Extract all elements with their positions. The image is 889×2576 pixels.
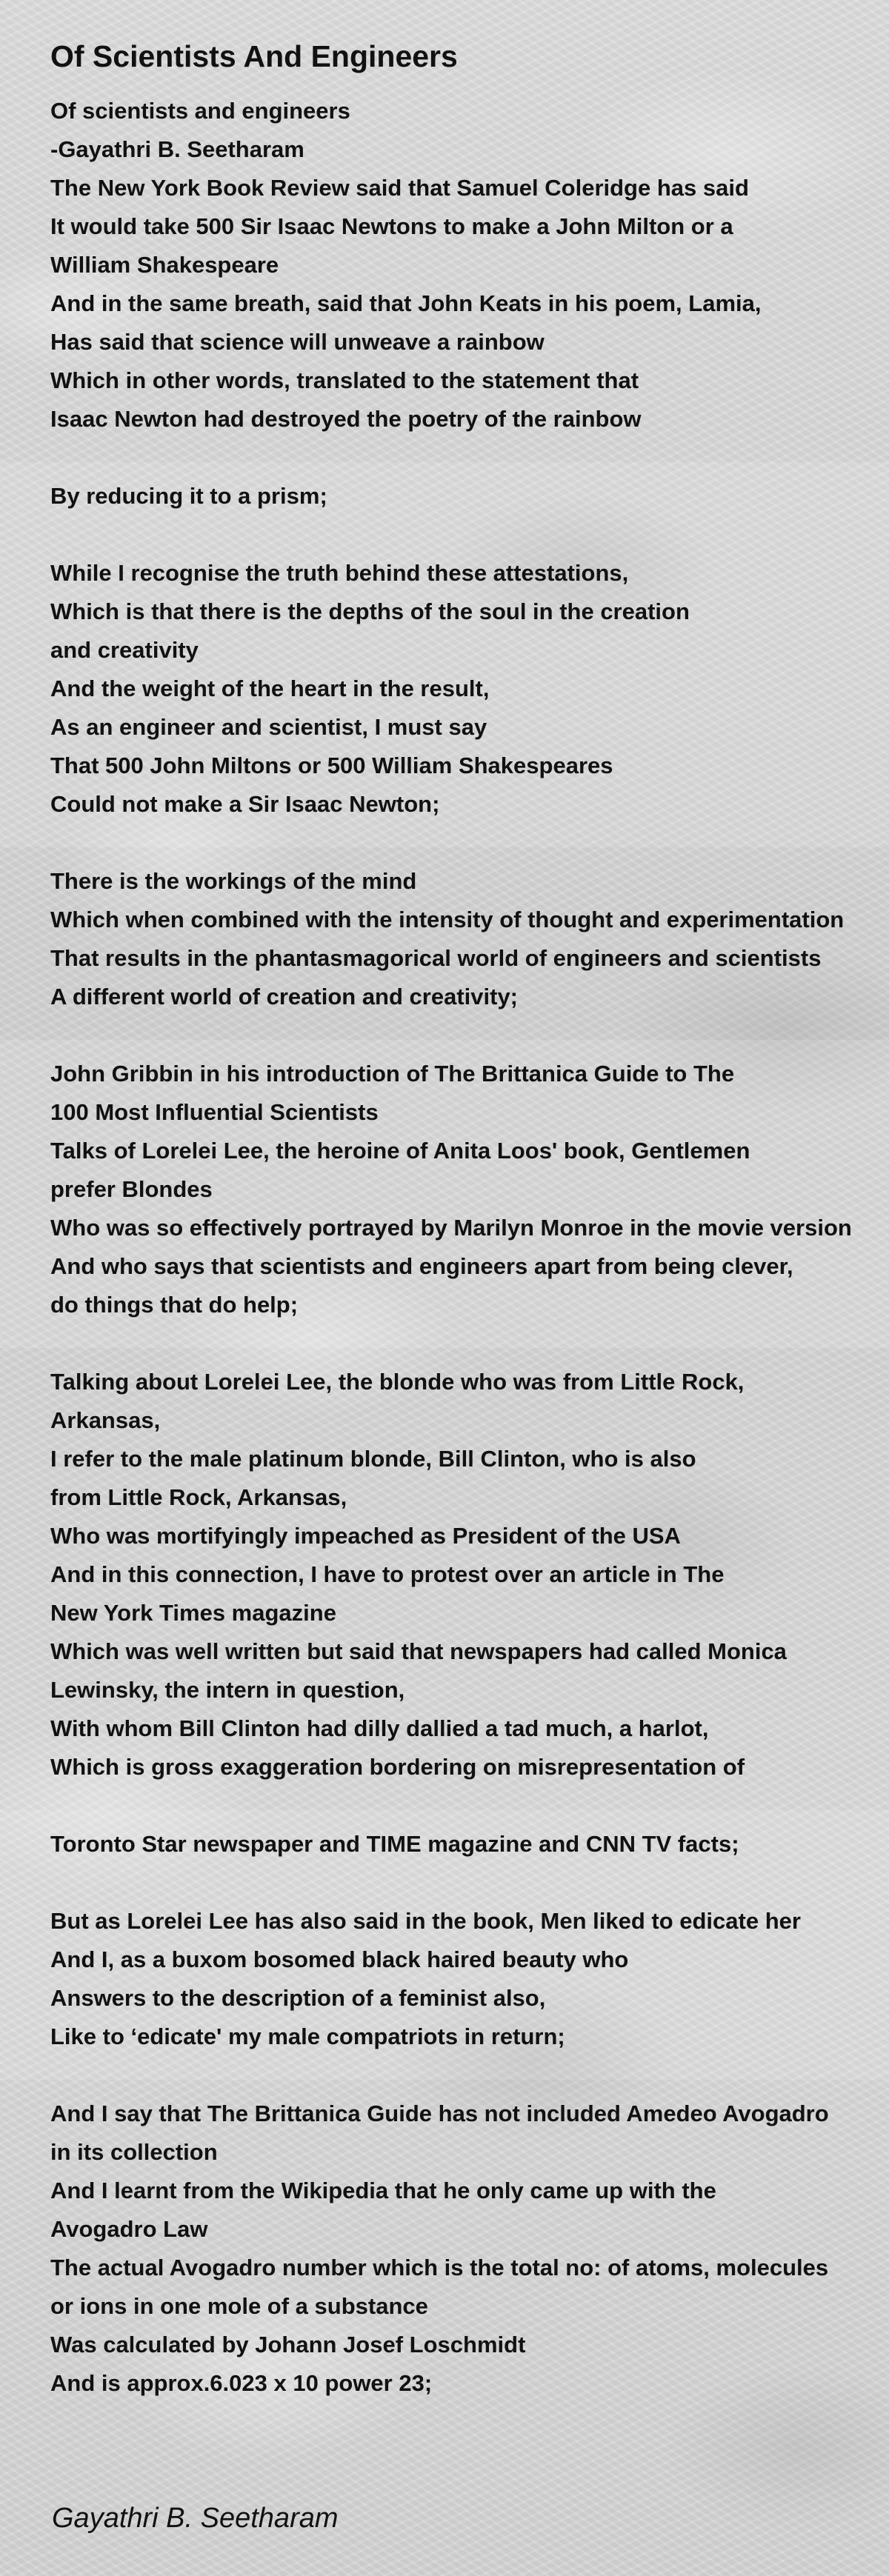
poem-line: William Shakespeare bbox=[50, 252, 279, 278]
poem-line: Which in other words, translated to the statement that bbox=[50, 367, 639, 393]
poem-line: Toronto Star newspaper and TIME magazine and CNN TV facts; bbox=[50, 1831, 739, 1857]
poem-line: Which is gross exaggeration bordering on misrepresentation of bbox=[50, 1754, 745, 1780]
poem-line: or ions in one mole of a substance bbox=[50, 2293, 428, 2319]
poem-line: There is the workings of the mind bbox=[50, 868, 417, 894]
poem-line: And the weight of the heart in the result, bbox=[50, 675, 490, 701]
stanza-break bbox=[50, 438, 884, 477]
stanza-break bbox=[50, 2056, 884, 2095]
poem-line: Avogadro Law bbox=[50, 2216, 208, 2242]
poem-line: 100 Most Influential Scientists bbox=[50, 1099, 379, 1125]
poem-line: John Gribbin in his introduction of The Brittanica Guide to The bbox=[50, 1061, 735, 1087]
poem-line: Lewinsky, the intern in question, bbox=[50, 1677, 405, 1703]
poem-line: Isaac Newton had destroyed the poetry of the rainbow bbox=[50, 406, 642, 432]
poem-line: Which was well written but said that newspapers had called Monica bbox=[50, 1638, 787, 1664]
stanza-break bbox=[50, 1786, 884, 1825]
poem-line: As an engineer and scientist, I must say bbox=[50, 714, 487, 740]
poem-line: And who says that scientists and engineers apart from being clever, bbox=[50, 1253, 793, 1279]
poem-line: That 500 John Miltons or 500 William Shakespeares bbox=[50, 753, 613, 778]
poem-line: By reducing it to a prism; bbox=[50, 483, 327, 509]
poem-author: Gayathri B. Seetharam bbox=[52, 2503, 339, 2534]
poem-line: It would take 500 Sir Isaac Newtons to make a John Milton or a bbox=[50, 213, 733, 239]
poem-line: Talking about Lorelei Lee, the blonde who was from Little Rock, bbox=[50, 1369, 745, 1395]
poem-line: Talks of Lorelei Lee, the heroine of Anita Loos' book, Gentlemen bbox=[50, 1138, 750, 1164]
poem-line: And I, as a buxom bosomed black haired beauty who bbox=[50, 1946, 629, 1972]
poem-title: Of Scientists And Engineers bbox=[50, 39, 458, 73]
poem-line: But as Lorelei Lee has also said in the book, Men liked to edicate her bbox=[50, 1908, 801, 1934]
poem-line: New York Times magazine bbox=[50, 1600, 336, 1626]
poem-line: Answers to the description of a feminist also, bbox=[50, 1985, 546, 2011]
poem-line: While I recognise the truth behind these attestations, bbox=[50, 560, 629, 586]
poem-line: Has said that science will unweave a rainbow bbox=[50, 329, 545, 355]
poem-line: Which when combined with the intensity of thought and experimentation bbox=[50, 907, 845, 932]
poem-line: The New York Book Review said that Samuel Coleridge has said bbox=[50, 175, 749, 201]
poem-line: And is approx.6.023 x 10 power 23; bbox=[50, 2370, 433, 2396]
poem-line: and creativity bbox=[50, 637, 199, 663]
poem-line: from Little Rock, Arkansas, bbox=[50, 1484, 347, 1510]
poem-line: in its collection bbox=[50, 2139, 218, 2165]
poem-line: And in this connection, I have to protest over an article in The bbox=[50, 1561, 725, 1587]
poem-line: Of scientists and engineers bbox=[50, 98, 350, 124]
stanza-break bbox=[50, 824, 884, 862]
poem-line: -Gayathri B. Seetharam bbox=[50, 136, 304, 162]
poem-card bbox=[50, 36, 884, 2403]
poem-body bbox=[50, 92, 884, 2403]
poem-line: Who was mortifyingly impeached as President of the USA bbox=[50, 1523, 681, 1549]
poem-line: Which is that there is the depths of the soul in the creation bbox=[50, 598, 690, 624]
stanza-break bbox=[50, 1324, 884, 1363]
stanza-break bbox=[50, 515, 884, 554]
poem-line: And in the same breath, said that John Keats in his poem, Lamia, bbox=[50, 290, 762, 316]
poem-line: And I learnt from the Wikipedia that he only came up with the bbox=[50, 2178, 716, 2203]
poem-line: do things that do help; bbox=[50, 1292, 299, 1318]
poem-line: Could not make a Sir Isaac Newton; bbox=[50, 791, 440, 817]
poem-line: And I say that The Brittanica Guide has not included Amedeo Avogadro bbox=[50, 2100, 829, 2126]
poem-line: Arkansas, bbox=[50, 1407, 161, 1433]
poem-line: I refer to the male platinum blonde, Bill Clinton, who is also bbox=[50, 1446, 696, 1472]
poem-line: The actual Avogadro number which is the total no: of atoms, molecules bbox=[50, 2255, 829, 2280]
poem-line: That results in the phantasmagorical world of engineers and scientists bbox=[50, 945, 822, 971]
poem-line: Like to ‘edicate' my male compatriots in return; bbox=[50, 2023, 565, 2049]
stanza-break bbox=[50, 1016, 884, 1055]
poem-line: A different world of creation and creativity; bbox=[50, 984, 519, 1010]
poem-line: With whom Bill Clinton had dilly dallied a tad much, a harlot, bbox=[50, 1715, 709, 1741]
poem-line: Was calculated by Johann Josef Loschmidt bbox=[50, 2332, 526, 2358]
poem-line: prefer Blondes bbox=[50, 1176, 213, 1202]
poem-line: Who was so effectively portrayed by Marilyn Monroe in the movie version bbox=[50, 1215, 852, 1241]
stanza-break bbox=[50, 1863, 884, 1902]
